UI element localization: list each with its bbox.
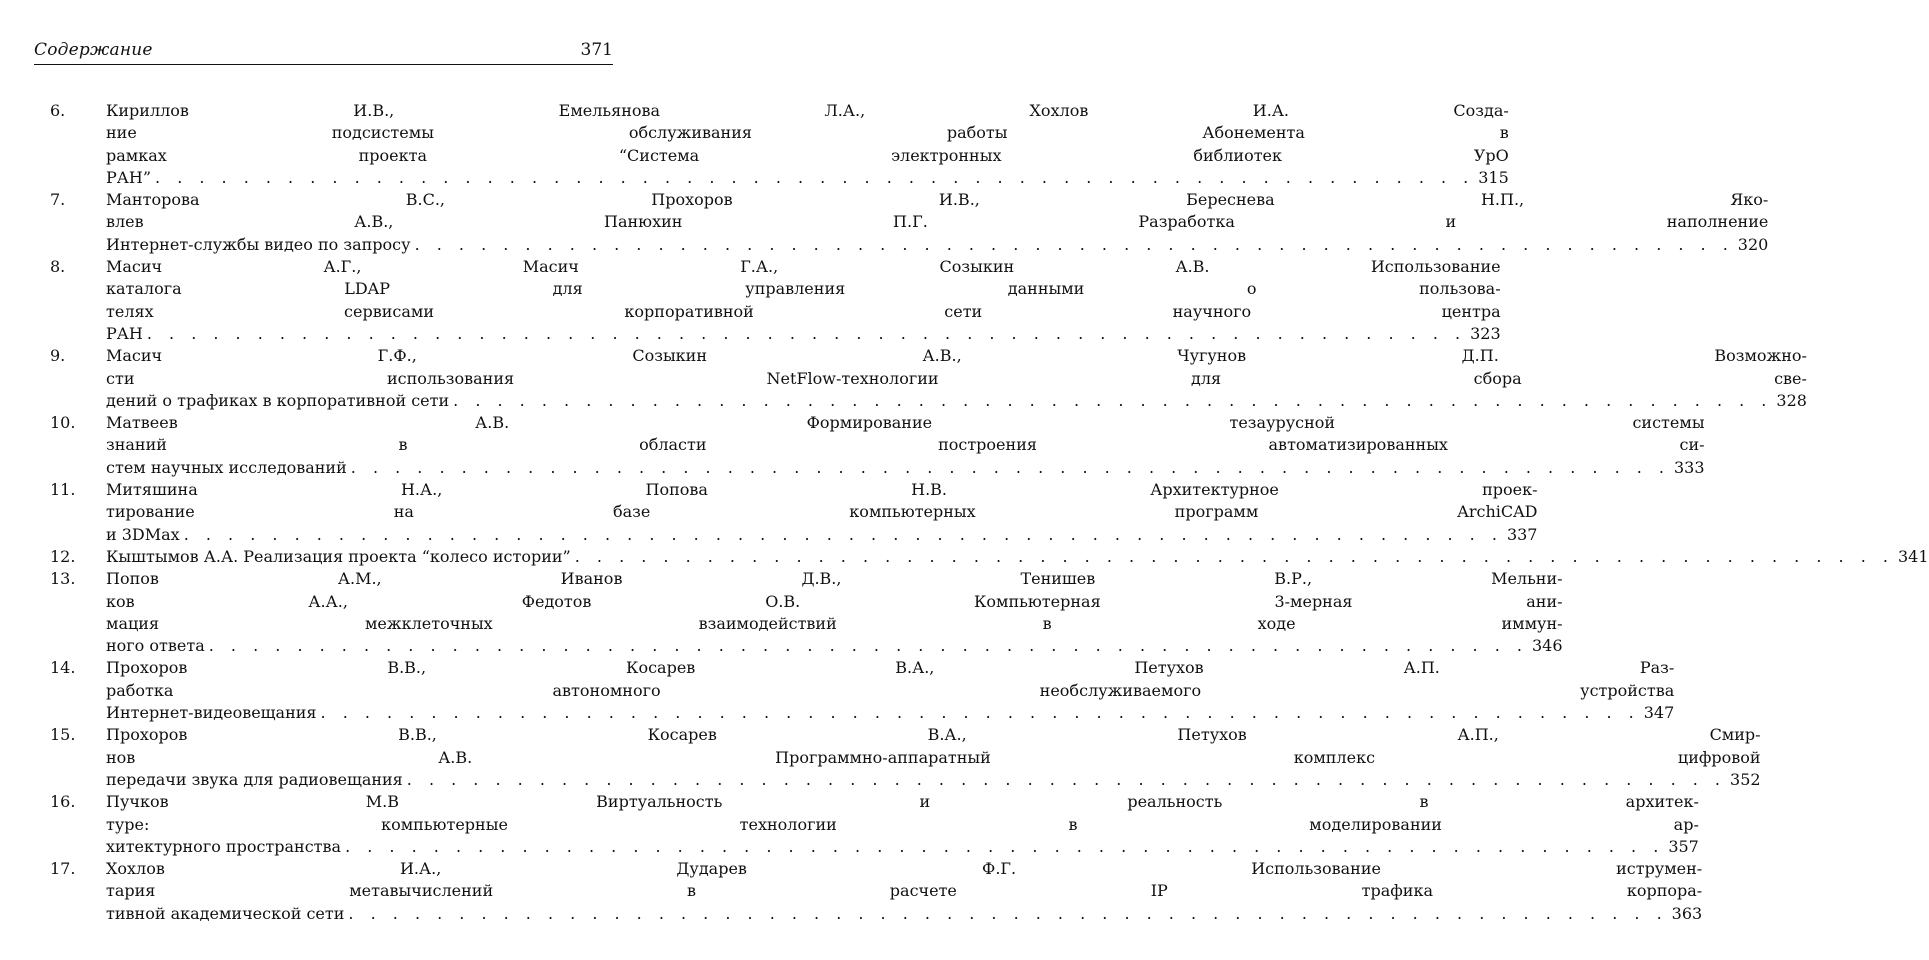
toc-entry-line: ков А.А., Федотов О.В. Компьютерная 3-мерная ани-	[106, 591, 1563, 611]
toc-entry-last-text: Интернет-видеовещания	[106, 703, 317, 723]
toc-entry-page-number: 337	[1506, 524, 1538, 544]
toc-entry-number: 9.	[50, 346, 66, 366]
toc-entry	[50, 546, 1929, 568]
dot-leader: . . . . . . . . . . . . . . . . . . . . . . . . . . . . . . . . . . . . . . . . . . . . . . . . . . . . . . . . . . . .	[574, 546, 1894, 566]
toc-entry-last-text: РАН”	[106, 167, 152, 187]
toc-entry-last-text: дений о трафиках в корпоративной сети	[106, 390, 450, 410]
toc-entry-last-line	[106, 524, 1537, 546]
toc-entry	[50, 858, 1703, 925]
toc-entry-last-line	[106, 903, 1702, 925]
toc-entry-line: Попов А.М., Иванов Д.В., Тенишев В.Р., Мельни-	[106, 569, 1563, 589]
toc-entry-last-line	[106, 702, 1674, 724]
toc-entry-line: Хохлов И.А., Дударев Ф.Г. Использование иструмен-	[106, 859, 1703, 879]
toc-entry	[50, 657, 1675, 724]
toc-entry-number: 16.	[50, 792, 76, 812]
toc-entry	[50, 791, 1699, 858]
dot-leader: . . . . . . . . . . . . . . . . . . . . . . . . . . . . . . . . . . . . . . . . . . . . . . . . . . . . . . . . . . . .	[345, 836, 1665, 856]
toc-entry	[50, 568, 1563, 657]
toc-entry-number: 12.	[50, 546, 76, 566]
toc-entry-last-text: передачи звука для радиовещания	[106, 769, 403, 789]
toc-entry	[50, 100, 1509, 189]
dot-leader: . . . . . . . . . . . . . . . . . . . . . . . . . . . . . . . . . . . . . . . . . . . . . . . . . . . . . . . . . . . .	[406, 769, 1727, 789]
toc-entry-number: 6.	[50, 101, 66, 120]
toc-entry-text	[106, 568, 1563, 657]
toc-entry-page-number: 323	[1470, 323, 1501, 343]
toc-entry-line: туре: компьютерные технологии в моделировании ар-	[106, 814, 1699, 834]
toc-entry-page-number: 347	[1643, 703, 1675, 723]
toc-entry-line: Масич А.Г., Масич Г.А., Созыкин А.В. Использование	[106, 257, 1501, 277]
toc-entry-line: каталога LDAP для управления данными о пользова-	[106, 279, 1501, 299]
toc-entry-last-line	[106, 635, 1563, 657]
dot-leader: . . . . . . . . . . . . . . . . . . . . . . . . . . . . . . . . . . . . . . . . . . . . . . . . . . . . . . . . . . . .	[155, 167, 1475, 187]
header-page-number: 371	[580, 40, 613, 60]
toc-entry-page-number: 320	[1737, 234, 1769, 254]
toc-entry-line: телях сервисами корпоративной сети научного центра	[106, 301, 1501, 321]
toc-entry-last-text: РАН	[106, 323, 143, 343]
toc-entry-line: ние подсистемы обслуживания работы Абонемента в	[106, 123, 1509, 143]
header-title: Содержание	[34, 40, 153, 60]
toc-entry-last-text: хитектурного пространства	[106, 836, 342, 856]
dot-leader: . . . . . . . . . . . . . . . . . . . . . . . . . . . . . . . . . . . . . . . . . . . . . . . . . . . . . . . . . . . .	[348, 903, 1668, 923]
toc-entry-number: 11.	[50, 480, 76, 500]
toc-entry-page-number: 363	[1671, 903, 1703, 923]
toc-entry	[50, 479, 1538, 546]
toc-entry-text	[106, 791, 1699, 858]
running-header	[34, 32, 613, 65]
toc-entry-line: Митяшина Н.А., Попова Н.В. Архитектурное проек-	[106, 480, 1538, 500]
toc-entry-last-line	[106, 323, 1501, 345]
toc-entry-number: 14.	[50, 658, 76, 678]
toc-entry-text	[106, 189, 1768, 256]
toc-entry	[50, 256, 1501, 345]
toc-entry-line: Прохоров В.В., Косарев В.А., Петухов А.П., Смир-	[106, 725, 1761, 745]
toc-entry	[50, 724, 1761, 791]
toc-entry-page-number: 357	[1668, 836, 1699, 856]
toc-entry-page-number: 315	[1478, 167, 1509, 187]
toc-entry-text	[106, 412, 1705, 479]
toc-entry-last-line	[106, 390, 1807, 412]
toc-entry-last-text: стем научных исследований	[106, 457, 347, 477]
toc-entry-page-number: 341	[1897, 546, 1929, 566]
toc-entry-number: 10.	[50, 413, 76, 433]
toc-entry-last-line	[106, 769, 1761, 791]
toc-entry-number: 15.	[50, 725, 76, 745]
toc-entry-last-line	[106, 546, 1929, 568]
toc-entry	[50, 189, 1769, 256]
toc-entry-line: знаний в области построения автоматизированных си-	[106, 435, 1705, 455]
toc-entry-text	[106, 724, 1761, 791]
toc-entry-line: работка автономного необслуживаемого устройства	[106, 680, 1675, 700]
toc-entry-text	[106, 546, 1929, 568]
toc-entry-last-line	[106, 457, 1705, 479]
dot-leader: . . . . . . . . . . . . . . . . . . . . . . . . . . . . . . . . . . . . . . . . . . . . . . . . . . . . . . . . . . . .	[350, 457, 1670, 477]
toc-entry-number: 8.	[50, 257, 66, 277]
toc-entry	[50, 412, 1705, 479]
toc-entry	[50, 345, 1807, 412]
toc-entry-line: сти использования NetFlow-технологии для сбора све-	[106, 368, 1807, 388]
toc-entry-last-text: и 3DMax	[106, 524, 180, 544]
toc-entry-page-number: 352	[1730, 769, 1761, 789]
toc-entry-page-number: 333	[1674, 457, 1705, 477]
toc-entry-line: тария метавычислений в расчете IP трафика корпора-	[106, 881, 1703, 901]
toc-entry-text	[106, 858, 1702, 925]
dot-leader: . . . . . . . . . . . . . . . . . . . . . . . . . . . . . . . . . . . . . . . . . . . . . . . . . . . . . . . . . . . .	[208, 636, 1528, 656]
toc-entry-line: Манторова В.С., Прохоров И.В., Береснева Н.П., Яко-	[106, 190, 1769, 210]
toc-entry-page-number: 328	[1776, 390, 1807, 410]
toc-entry-text	[106, 100, 1509, 189]
table-of-contents	[50, 100, 1929, 925]
toc-entry-line: Прохоров В.В., Косарев В.А., Петухов А.П. Раз-	[106, 658, 1675, 678]
toc-entry-number: 13.	[50, 569, 76, 589]
toc-entry-line: рамках проекта “Система электронных библиотек УрО	[106, 145, 1509, 165]
dot-leader: . . . . . . . . . . . . . . . . . . . . . . . . . . . . . . . . . . . . . . . . . . . . . . . . . . . . . . . . . . . .	[414, 234, 1734, 254]
toc-entry-last-line	[106, 167, 1509, 189]
toc-entry-last-text: ного ответа	[106, 636, 205, 656]
toc-entry-number: 17.	[50, 859, 76, 879]
toc-entry-text	[106, 345, 1807, 412]
toc-entry-last-text: тивной академической сети	[106, 903, 345, 923]
toc-entry-line: нов А.В. Программно-аппаратный комплекс цифровой	[106, 747, 1761, 767]
toc-entry-line: Пучков М.В Виртуальность и реальность в архитек-	[106, 792, 1699, 812]
toc-entry-text	[106, 479, 1537, 546]
dot-leader: . . . . . . . . . . . . . . . . . . . . . . . . . . . . . . . . . . . . . . . . . . . . . . . . . . . . . . . . . . . .	[146, 323, 1467, 343]
toc-entry-line: Масич Г.Ф., Созыкин А.В., Чугунов Д.П. Возможно-	[106, 346, 1807, 366]
toc-entry-line: мация межклеточных взаимодействий в ходе иммун-	[106, 613, 1563, 633]
toc-entry-line: Кириллов И.В., Емельянова Л.А., Хохлов И.А. Созда-	[106, 101, 1509, 120]
toc-entry-page-number: 346	[1531, 636, 1563, 656]
toc-entry-last-line	[106, 234, 1768, 256]
dot-leader: . . . . . . . . . . . . . . . . . . . . . . . . . . . . . . . . . . . . . . . . . . . . . . . . . . . . . . . . . . . .	[453, 390, 1773, 410]
dot-leader: . . . . . . . . . . . . . . . . . . . . . . . . . . . . . . . . . . . . . . . . . . . . . . . . . . . . . . . . . . . .	[183, 524, 1503, 544]
toc-entry-line: влев А.В., Панюхин П.Г. Разработка и наполнение	[106, 212, 1769, 232]
toc-entry-line: тирование на базе компьютерных программ ArchiCAD	[106, 502, 1538, 522]
toc-entry-text	[106, 256, 1501, 345]
dot-leader: . . . . . . . . . . . . . . . . . . . . . . . . . . . . . . . . . . . . . . . . . . . . . . . . . . . . . . . . . . . .	[320, 703, 1640, 723]
toc-entry-number: 7.	[50, 190, 66, 210]
toc-entry-last-text: Кыштымов А.А. Реализация проекта “колесо истории”	[106, 546, 571, 566]
toc-entry-line: Матвеев А.В. Формирование тезаурусной системы	[106, 413, 1705, 433]
toc-entry-last-line	[106, 836, 1699, 858]
toc-entry-last-text: Интернет-службы видео по запросу	[106, 234, 411, 254]
toc-entry-text	[106, 657, 1674, 724]
